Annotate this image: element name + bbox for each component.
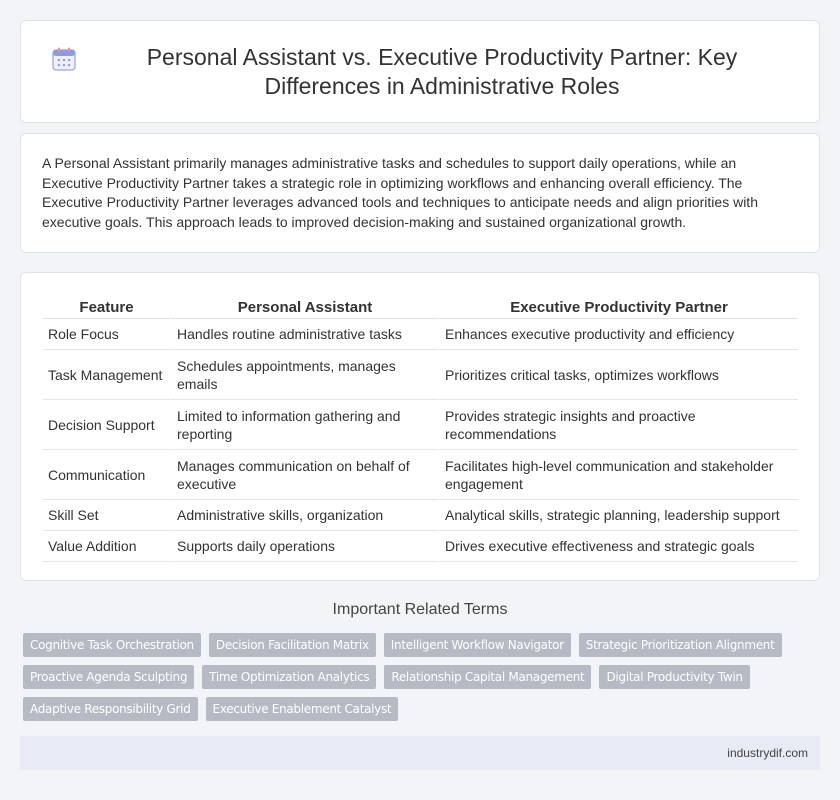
- tag-adaptive-responsibility-grid[interactable]: Adaptive Responsibility Grid: [23, 697, 198, 721]
- cell-feature: Skill Set: [43, 500, 170, 531]
- cell-personal-assistant: Handles routine administrative tasks: [170, 319, 438, 350]
- table-row: [43, 500, 798, 531]
- cell-executive-partner: Analytical skills, strategic planning, leadership support: [438, 500, 798, 531]
- cell-personal-assistant: Administrative skills, organization: [170, 500, 438, 531]
- cell-feature: Value Addition: [43, 531, 170, 562]
- cell-personal-assistant: Manages communication on behalf of executive: [170, 450, 438, 500]
- cell-executive-partner: Drives executive effectiveness and strategic goals: [438, 531, 798, 562]
- footer-site-link[interactable]: industrydif.com: [727, 746, 808, 760]
- cell-feature: Communication: [43, 450, 170, 500]
- table-row: [43, 319, 798, 350]
- related-terms-title: Important Related Terms: [332, 601, 508, 618]
- cell-executive-partner: Facilitates high-level communication and stakeholder engagement: [438, 450, 798, 500]
- title-card: [20, 20, 820, 123]
- related-terms-tags: [23, 633, 823, 729]
- tag-relationship-capital-management[interactable]: Relationship Capital Management: [384, 665, 591, 689]
- footer: [20, 736, 820, 770]
- table-row: [43, 531, 798, 562]
- header-personal-assistant: Personal Assistant: [170, 295, 438, 319]
- cell-feature: Decision Support: [43, 400, 170, 450]
- table-header-row: [43, 295, 798, 319]
- cell-personal-assistant: Supports daily operations: [170, 531, 438, 562]
- cell-personal-assistant: Limited to information gathering and reporting: [170, 400, 438, 450]
- table-row: [43, 400, 798, 450]
- intro-paragraph: A Personal Assistant primarily manages administrative tasks and schedules to support daily operations, while an Executive Productivity Partner takes a strategic role in optimizing workflows and enhancing overall efficiency. The Executive Productivity Partner leverages advanced tools and techniques to anticipate needs and align priorities with executive goals. This approach leads to improved decision-making and sustained organizational growth.: [42, 155, 758, 230]
- tag-strategic-prioritization-alignment[interactable]: Strategic Prioritization Alignment: [579, 633, 782, 657]
- cell-feature: Task Management: [43, 350, 170, 400]
- cell-personal-assistant: Schedules appointments, manages emails: [170, 350, 438, 400]
- cell-feature: Role Focus: [43, 319, 170, 350]
- cell-executive-partner: Prioritizes critical tasks, optimizes workflows: [438, 350, 798, 400]
- tag-intelligent-workflow-navigator[interactable]: Intelligent Workflow Navigator: [384, 633, 571, 657]
- page-title: Personal Assistant vs. Executive Productivity Partner: Key Differences in Administrative Roles: [146, 43, 738, 99]
- cell-executive-partner: Enhances executive productivity and efficiency: [438, 319, 798, 350]
- tag-executive-enablement-catalyst[interactable]: Executive Enablement Catalyst: [206, 697, 399, 721]
- tag-cognitive-task-orchestration[interactable]: Cognitive Task Orchestration: [23, 633, 201, 657]
- comparison-card: [20, 272, 820, 581]
- tag-proactive-agenda-sculpting[interactable]: Proactive Agenda Sculpting: [23, 665, 194, 689]
- intro-card: [20, 133, 820, 253]
- tag-decision-facilitation-matrix[interactable]: Decision Facilitation Matrix: [209, 633, 376, 657]
- cell-executive-partner: Provides strategic insights and proactive recommendations: [438, 400, 798, 450]
- calendar-icon: [51, 46, 77, 72]
- title-wrap: [21, 21, 819, 122]
- header-executive-productivity-partner: Executive Productivity Partner: [438, 295, 798, 319]
- tag-digital-productivity-twin[interactable]: Digital Productivity Twin: [599, 665, 749, 689]
- table-row: [43, 350, 798, 400]
- tag-time-optimization-analytics[interactable]: Time Optimization Analytics: [202, 665, 376, 689]
- header-feature: Feature: [43, 295, 170, 319]
- table-row: [43, 450, 798, 500]
- comparison-table: [43, 295, 798, 562]
